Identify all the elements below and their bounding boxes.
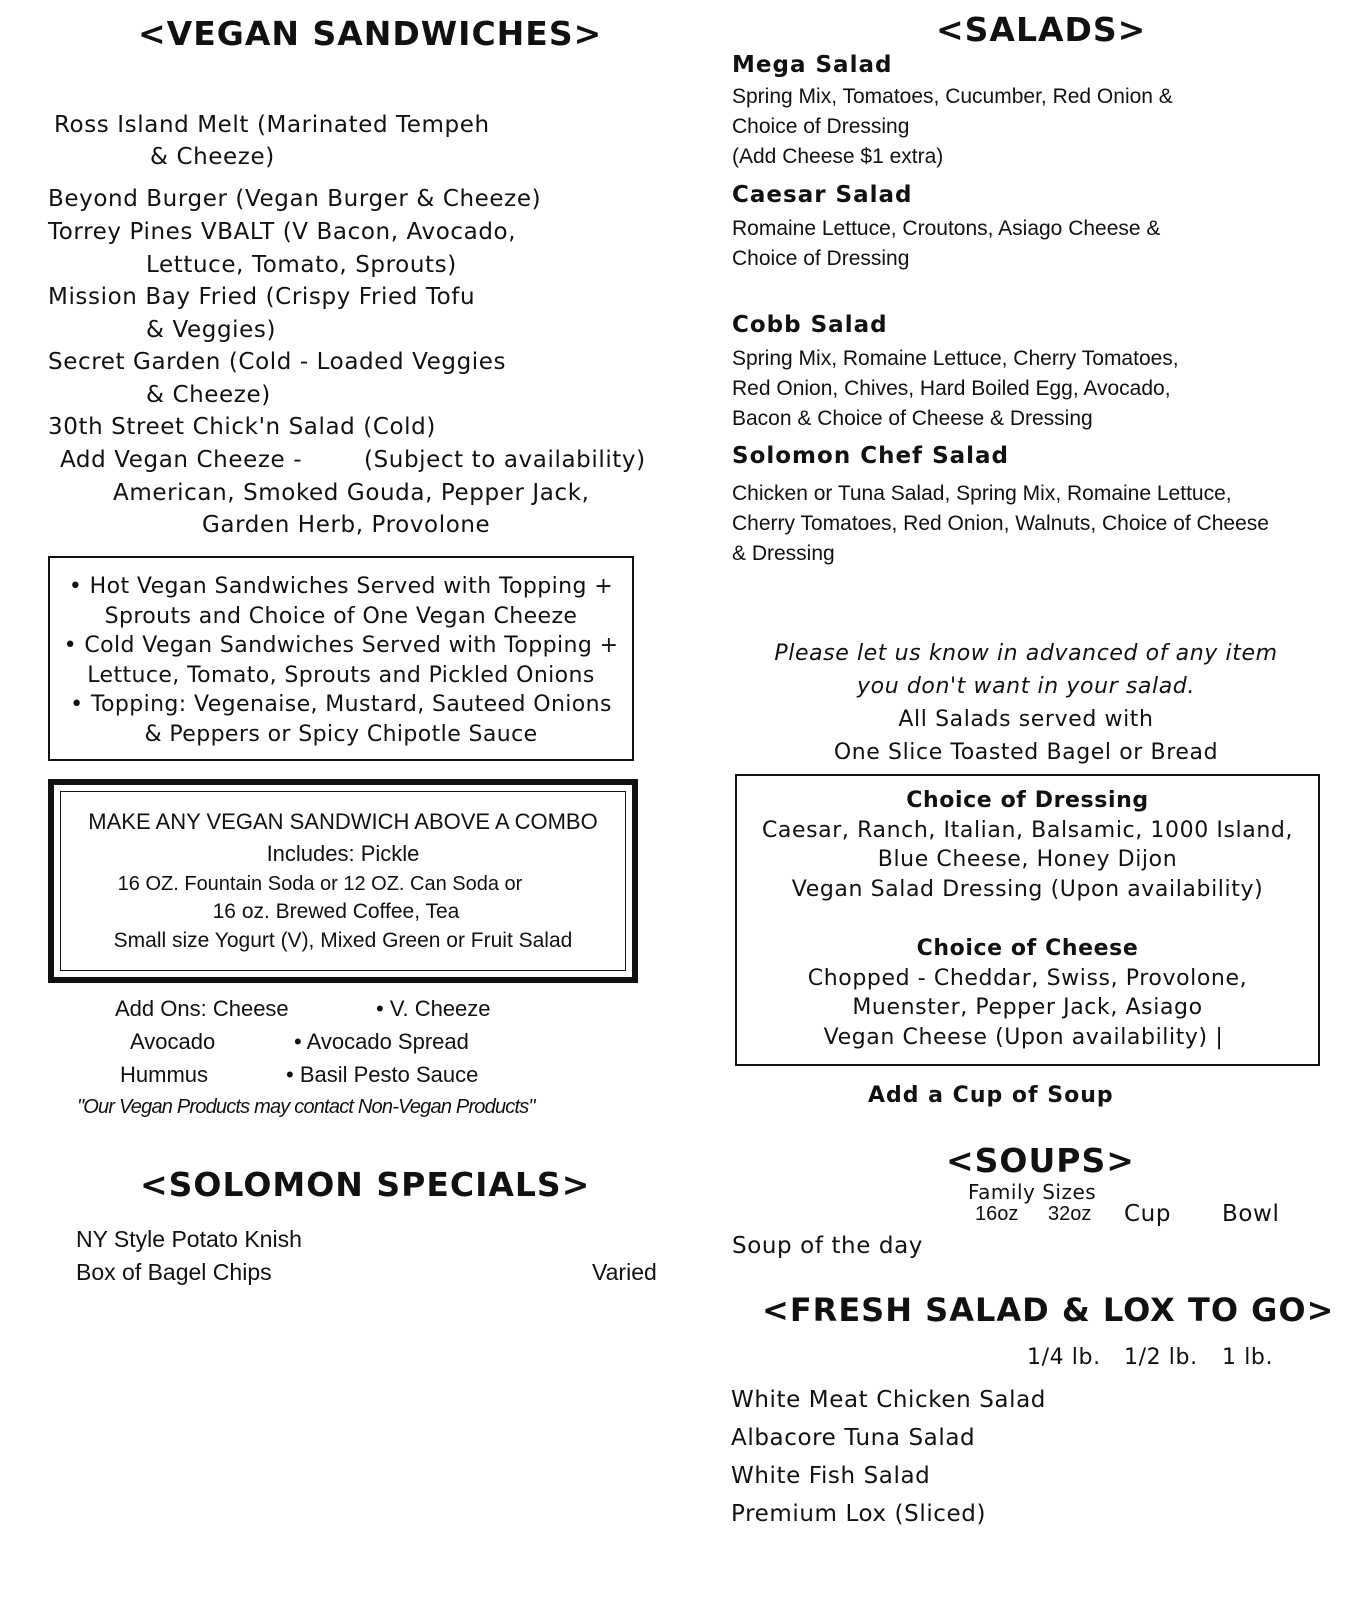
menu-item-30th-street: 30th Street Chick'n Salad (Cold)	[48, 414, 436, 440]
add-ons-pesto: • Basil Pesto Sauce	[286, 1062, 479, 1087]
lox-item-tuna-salad: Albacore Tuna Salad	[731, 1425, 976, 1451]
menu-item-torrey-pines-cont: Lettuce, Tomato, Sprouts)	[146, 252, 457, 278]
menu-item-ross-island-melt-cont: & Cheeze)	[150, 144, 275, 170]
add-ons-avocado: Avocado	[130, 1029, 216, 1054]
cheese-title: Choice of Cheese	[916, 936, 1139, 961]
soups-title: <SOUPS>	[946, 1141, 1135, 1180]
special-bagel-chips: Box of Bagel Chips	[76, 1259, 272, 1285]
cheese-line: Muenster, Pepper Jack, Asiago	[852, 995, 1203, 1020]
special-potato-knish: NY Style Potato Knish	[76, 1226, 302, 1252]
menu-item-beyond-burger: Beyond Burger (Vegan Burger & Cheeze)	[48, 186, 542, 212]
info-line: • Topping: Vegenaise, Mustard, Sauteed Onions	[70, 692, 612, 717]
add-ons-cheese: Add Ons: Cheese	[115, 996, 289, 1021]
combo-box	[48, 779, 638, 983]
special-varied-price: Varied	[592, 1259, 657, 1285]
menu-item-ross-island-melt: Ross Island Melt (Marinated Tempeh	[54, 112, 490, 138]
salad-desc-solomon-chef: Chicken or Tuna Salad, Spring Mix, Romaine Lettuce, Cherry Tomatoes, Red Onion, Walnuts, Choice of Cheese & Dressing	[732, 482, 1269, 565]
lox-col-one: 1 lb.	[1222, 1345, 1274, 1370]
vegan-disclaimer: "Our Vegan Products may contact Non-Vegan Products"	[77, 1096, 535, 1118]
lox-col-quarter: 1/4 lb.	[1027, 1345, 1101, 1370]
add-ons-hummus: Hummus	[120, 1062, 209, 1087]
salads-title: <SALADS>	[936, 10, 1147, 49]
solomon-specials-title: <SOLOMON SPECIALS>	[140, 1165, 591, 1204]
size-32oz: 32oz	[1048, 1203, 1092, 1225]
lox-item-premium-lox: Premium Lox (Sliced)	[731, 1501, 987, 1527]
info-line: Sprouts and Choice of One Vegan Cheeze	[104, 603, 578, 629]
menu-item-mission-bay: Mission Bay Fried (Crispy Fried Tofu	[48, 284, 476, 310]
lox-col-half: 1/2 lb.	[1124, 1345, 1198, 1370]
add-cheeze-label: Add Vegan Cheeze -	[60, 447, 303, 473]
salad-name-mega: Mega Salad	[732, 52, 893, 78]
soup-cup-header: Cup	[1124, 1201, 1172, 1227]
lox-item-chicken-salad: White Meat Chicken Salad	[731, 1387, 1046, 1413]
dressing-line: Vegan Salad Dressing (Upon availability)	[791, 876, 1264, 902]
info-line: & Peppers or Spicy Chipotle Sauce	[144, 721, 538, 747]
menu-item-torrey-pines: Torrey Pines VBALT (V Bacon, Avocado,	[48, 219, 517, 245]
salad-name-caesar: Caesar Salad	[732, 182, 913, 208]
salad-notes: Please let us know in advanced of any item you don't want in your salad. All Salads served with One Slice Toasted Bagel or Bread	[774, 641, 1278, 765]
salad-desc-mega: Spring Mix, Tomatoes, Cucumber, Red Onion & Choice of Dressing (Add Cheese $1 extra)	[732, 85, 1173, 168]
soup-of-the-day: Soup of the day	[732, 1233, 924, 1259]
info-line: Lettuce, Tomato, Sprouts and Pickled Onions	[87, 662, 595, 688]
menu-item-secret-garden-cont: & Cheeze)	[146, 382, 271, 408]
lox-title: <FRESH SALAD & LOX TO GO>	[762, 1291, 1335, 1329]
menu-item-mission-bay-cont: & Veggies)	[146, 317, 277, 343]
salad-name-solomon-chef: Solomon Chef Salad	[732, 443, 1010, 469]
salad-desc-caesar: Romaine Lettuce, Croutons, Asiago Cheese & Choice of Dressing	[732, 217, 1161, 270]
combo-coffee: 16 oz. Brewed Coffee, Tea	[212, 900, 460, 923]
dressing-line: Caesar, Ranch, Italian, Balsamic, 1000 Island,	[761, 817, 1294, 843]
size-16oz: 16oz	[975, 1203, 1019, 1225]
choices-box	[735, 774, 1320, 1066]
serving-info-box	[48, 556, 634, 761]
soup-bowl-header: Bowl	[1222, 1201, 1280, 1227]
family-sizes-label: Family Sizes	[968, 1180, 1097, 1204]
salad-name-cobb: Cobb Salad	[732, 312, 888, 338]
cheese-line: Vegan Cheese (Upon availability) |	[823, 1024, 1224, 1050]
combo-includes: Includes: Pickle	[266, 841, 420, 866]
cheese-line: Chopped - Cheddar, Swiss, Provolone,	[807, 965, 1248, 991]
add-ons-avocado-spread: • Avocado Spread	[294, 1029, 469, 1054]
dressing-line: Blue Cheese, Honey Dijon	[877, 847, 1178, 872]
add-cup-of-soup: Add a Cup of Soup	[868, 1083, 1114, 1108]
add-cheeze-note: (Subject to availability)	[364, 447, 646, 473]
cheeze-options-line-2: Garden Herb, Provolone	[202, 512, 491, 538]
info-line: • Hot Vegan Sandwiches Served with Topping +	[68, 574, 614, 599]
info-line: • Cold Vegan Sandwiches Served with Topping +	[63, 633, 619, 658]
dressing-title: Choice of Dressing	[906, 788, 1149, 813]
salad-desc-cobb: Spring Mix, Romaine Lettuce, Cherry Tomatoes, Red Onion, Chives, Hard Boiled Egg, Avocado, Bacon & Choice of Cheese & Dressing	[732, 347, 1179, 430]
combo-sides: Small size Yogurt (V), Mixed Green or Fruit Salad	[113, 929, 573, 952]
combo-headline: MAKE ANY VEGAN SANDWICH ABOVE A COMBO	[88, 809, 598, 834]
combo-soda: 16 OZ. Fountain Soda or 12 OZ. Can Soda or	[117, 873, 523, 895]
cheeze-options-line-1: American, Smoked Gouda, Pepper Jack,	[113, 480, 590, 506]
menu-item-secret-garden: Secret Garden (Cold - Loaded Veggies	[48, 349, 507, 375]
vegan-sandwiches-title: <VEGAN SANDWICHES>	[138, 14, 603, 53]
lox-item-white-fish: White Fish Salad	[731, 1463, 931, 1489]
add-ons-v-cheeze: • V. Cheeze	[376, 996, 491, 1021]
